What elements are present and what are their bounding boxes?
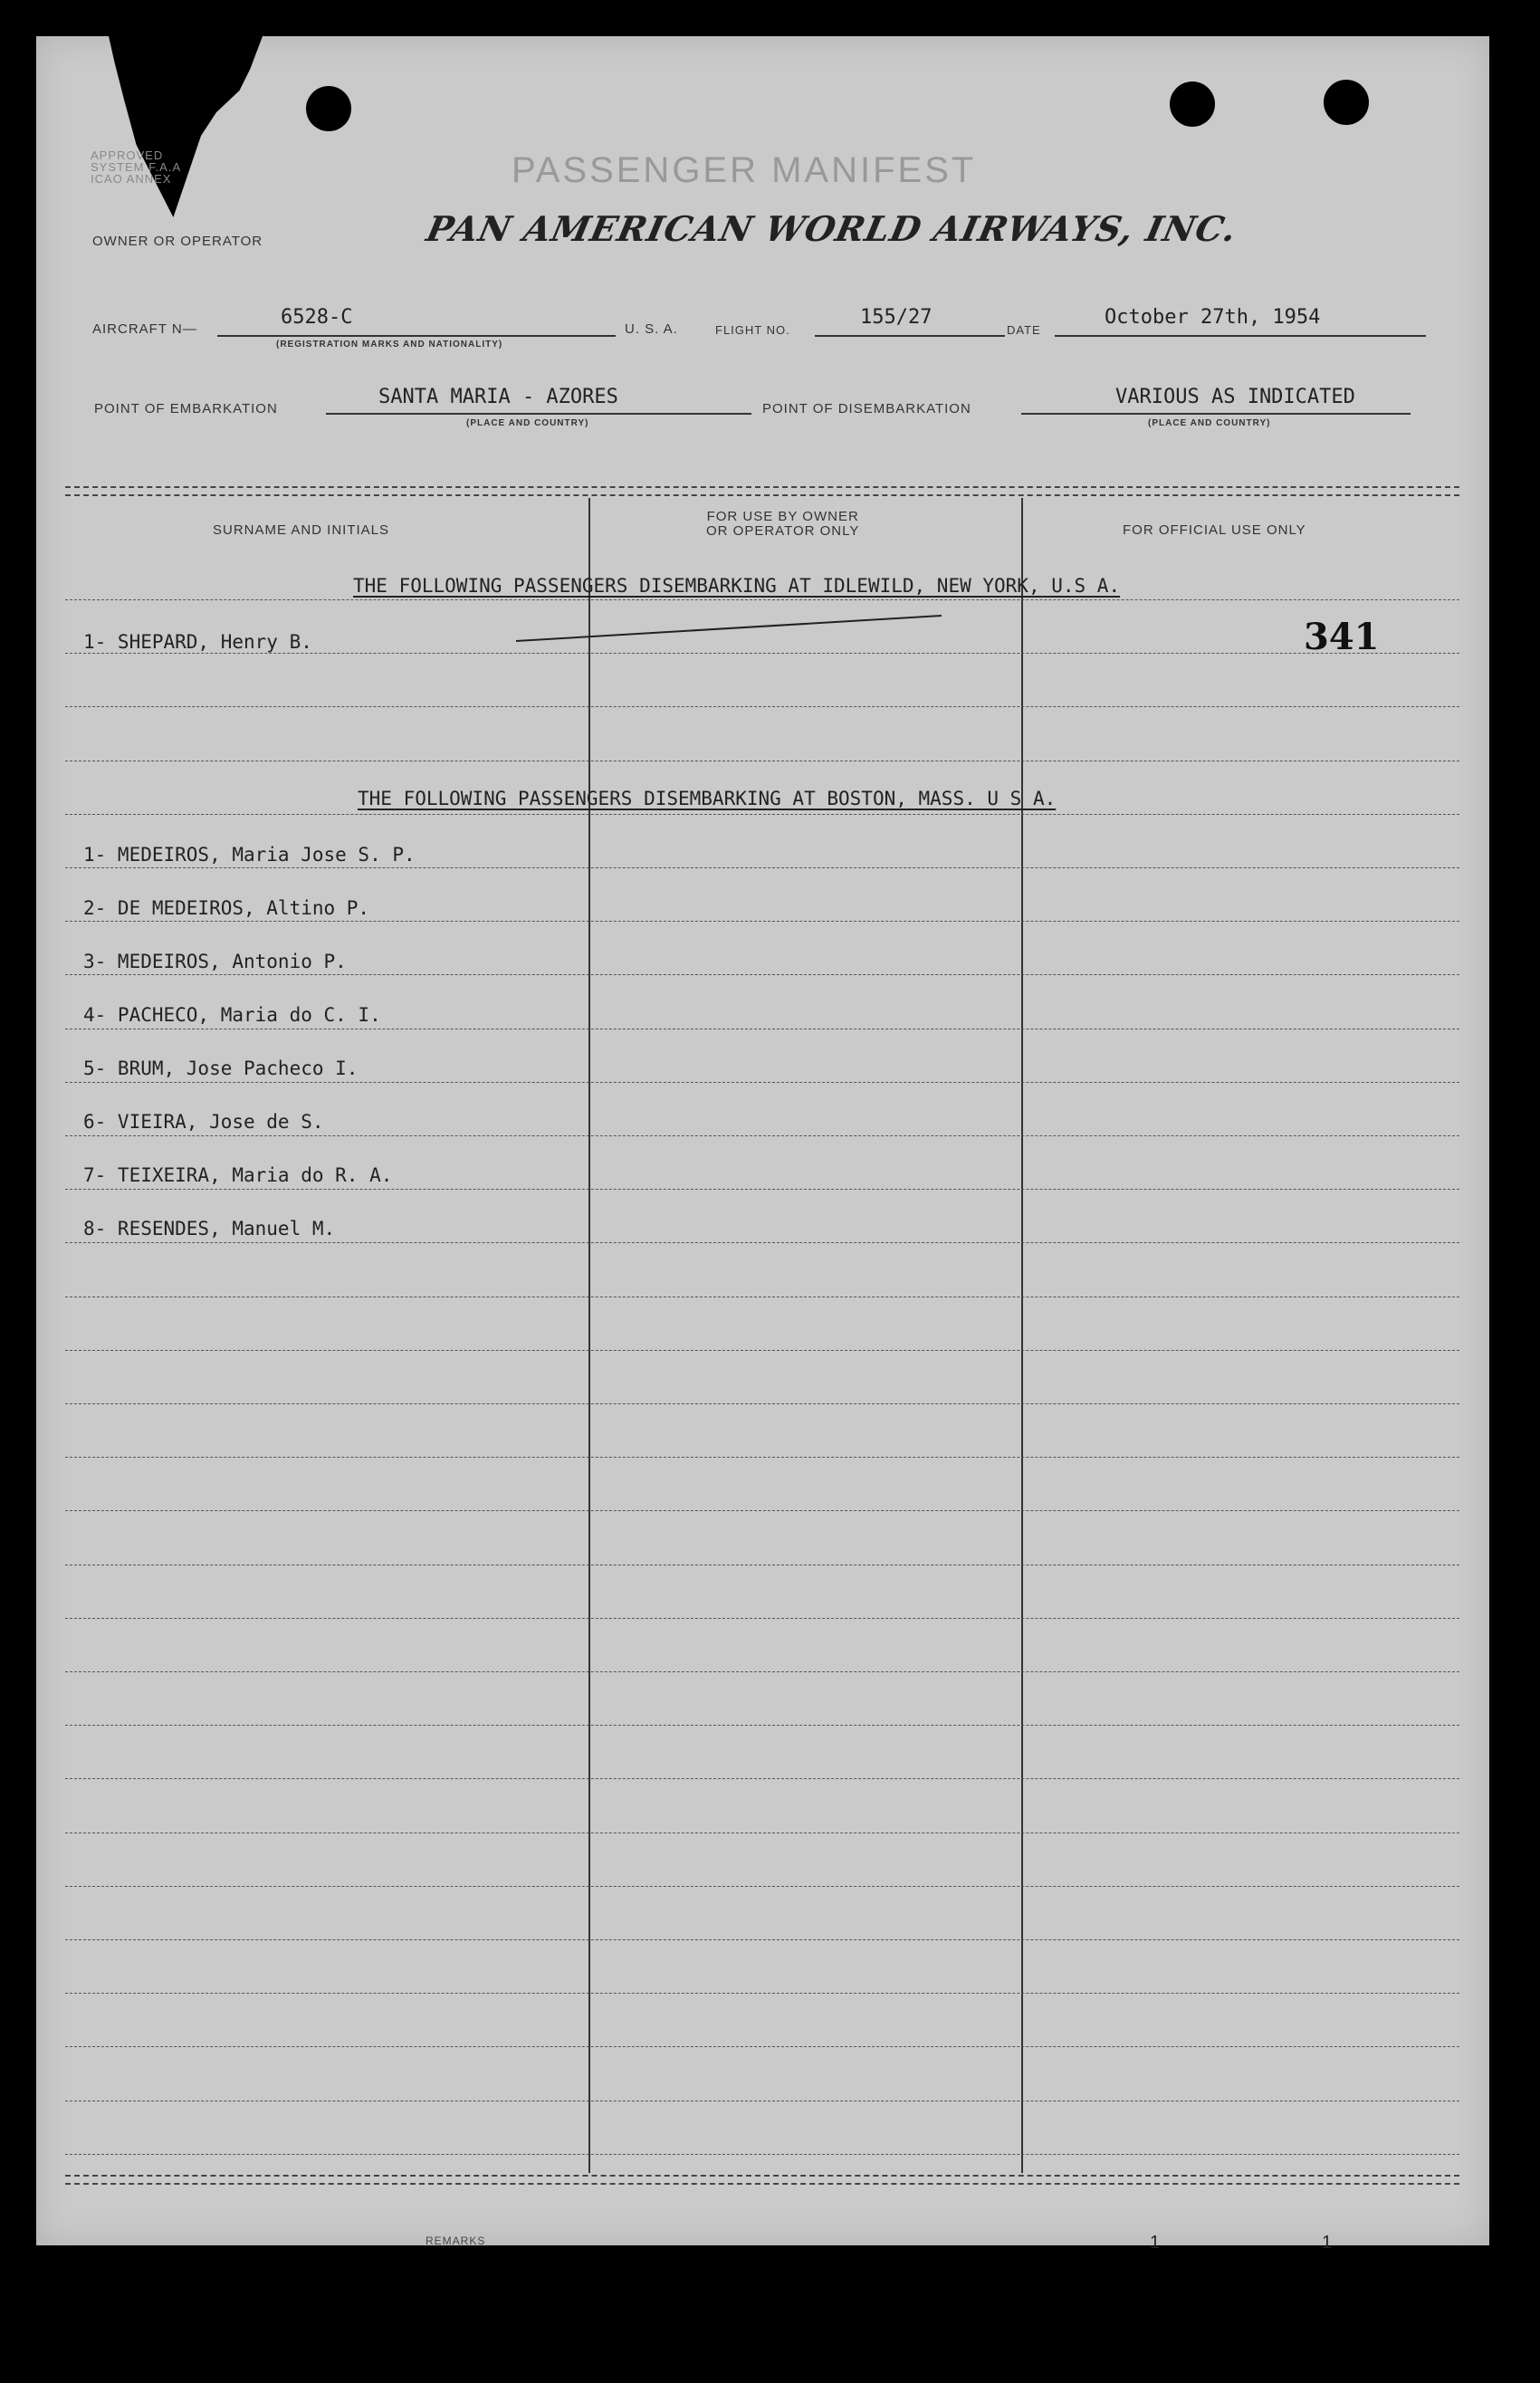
approval-line: ICAO ANNEX (91, 172, 172, 186)
owner-value: PAN AMERICAN WORLD AIRWAYS, INC. (423, 208, 1241, 249)
passenger-row: 8- RESENDES, Manuel M. (83, 1218, 336, 1239)
ruled-line (65, 1242, 1459, 1243)
column-divider (588, 498, 590, 2173)
flight-underline (815, 335, 1005, 337)
aircraft-value: 6528-C (281, 306, 353, 329)
punch-hole-right (1324, 80, 1369, 125)
passenger-row: 1- SHEPARD, Henry B. (83, 631, 312, 653)
passenger-row: 1- MEDEIROS, Maria Jose S. P. (83, 844, 416, 866)
official-count-stamp: 341 (1304, 616, 1380, 658)
usa-label: U. S. A. (625, 321, 678, 337)
form-title: PASSENGER MANIFEST (512, 150, 977, 190)
passenger-row: 4- PACHECO, Maria do C. I. (83, 1004, 381, 1026)
ruled-line (65, 1778, 1459, 1779)
aircraft-underline (217, 335, 616, 337)
date-label: DATE (1007, 323, 1041, 337)
passenger-row: 5- BRUM, Jose Pacheco I. (83, 1058, 359, 1079)
passenger-row: 3- MEDEIROS, Antonio P. (83, 951, 347, 972)
ruled-line (65, 706, 1459, 707)
aircraft-label: AIRCRAFT N— (92, 321, 197, 337)
footer-tick: 1 (1150, 2233, 1161, 2253)
ruled-line (65, 1457, 1459, 1458)
ruled-line (65, 814, 1459, 815)
disembark-underline (1021, 413, 1411, 415)
disembark-sub: (PLACE AND COUNTRY) (1148, 418, 1271, 428)
table-top-border (65, 486, 1459, 496)
date-value: October 27th, 1954 (1105, 306, 1321, 329)
ruled-line (65, 1725, 1459, 1726)
embark-value: SANTA MARIA - AZORES (378, 386, 618, 408)
pen-stroke (516, 614, 942, 650)
ruled-line (65, 1350, 1459, 1351)
punch-hole-center (1170, 81, 1215, 127)
column-header-line: FOR USE BY OWNER (706, 509, 859, 524)
flight-label: FLIGHT NO. (715, 323, 790, 337)
approval-line: APPROVED (91, 148, 164, 162)
ruled-line (65, 1082, 1459, 1083)
ruled-line (65, 867, 1459, 868)
passenger-row: 2- DE MEDEIROS, Altino P. (83, 897, 370, 919)
ruled-line (65, 1671, 1459, 1672)
ruled-line (65, 974, 1459, 975)
column-header-official: FOR OFFICIAL USE ONLY (1123, 522, 1306, 538)
ruled-line (65, 2046, 1459, 2047)
date-underline (1055, 335, 1426, 337)
ruled-line (65, 1510, 1459, 1511)
embark-sub: (PLACE AND COUNTRY) (466, 418, 589, 428)
section-idlewild: THE FOLLOWING PASSENGERS DISEMBARKING AT IDLEWILD, NEW YORK, U.S A. (353, 575, 1121, 597)
column-divider (1021, 498, 1023, 2173)
ruled-line (65, 921, 1459, 922)
column-header-line: OR OPERATOR ONLY (706, 523, 860, 539)
ruled-line (65, 1993, 1459, 1994)
ruled-line (65, 1189, 1459, 1190)
section-boston: THE FOLLOWING PASSENGERS DISEMBARKING AT BOSTON, MASS. U S A. (358, 788, 1057, 809)
ruled-line (65, 1135, 1459, 1136)
embark-label: POINT OF EMBARKATION (94, 401, 278, 416)
footer-remarks: REMARKS (426, 2235, 486, 2247)
ruled-line (65, 1618, 1459, 1619)
column-header-owner-use (706, 510, 859, 539)
ruled-line (65, 1886, 1459, 1887)
disembark-label: POINT OF DISEMBARKATION (762, 401, 971, 416)
aircraft-sub: (REGISTRATION MARKS AND NATIONALITY) (276, 340, 503, 349)
approval-note (91, 149, 181, 185)
disembark-value: VARIOUS AS INDICATED (1115, 386, 1355, 408)
ruled-line (65, 2154, 1459, 2155)
table-bottom-border (65, 2175, 1459, 2185)
ruled-line (65, 1403, 1459, 1404)
manifest-sheet (36, 36, 1489, 2245)
column-header-surname: SURNAME AND INITIALS (213, 522, 390, 538)
footer-tick: 1 (1322, 2233, 1333, 2253)
ruled-line (65, 599, 1459, 600)
flight-value: 155/27 (860, 306, 933, 329)
punch-hole-left (306, 86, 351, 131)
passenger-row: 7- TEIXEIRA, Maria do R. A. (83, 1164, 393, 1186)
approval-line: SYSTEM F.A.A (91, 160, 182, 174)
embark-underline (326, 413, 751, 415)
ruled-line (65, 653, 1459, 654)
ruled-line (65, 1939, 1459, 1940)
owner-label: OWNER OR OPERATOR (92, 234, 263, 249)
passenger-row: 6- VIEIRA, Jose de S. (83, 1111, 324, 1133)
